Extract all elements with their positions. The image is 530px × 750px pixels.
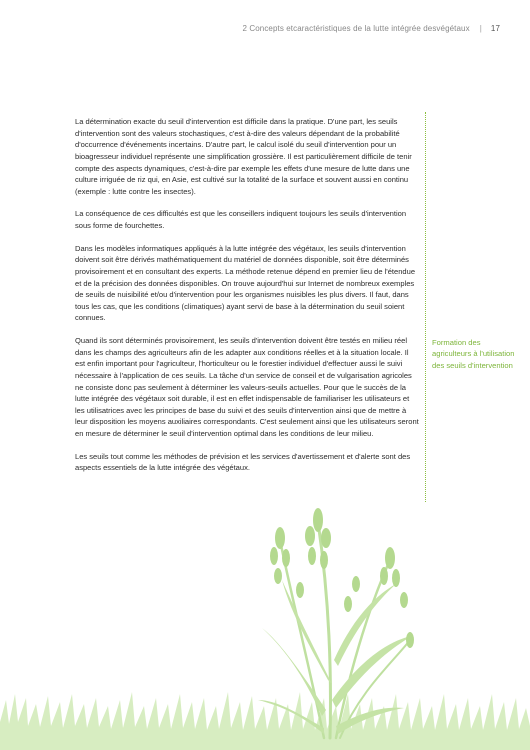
main-text [75, 116, 419, 485]
running-header [242, 24, 500, 33]
margin-note: Formation des agriculteurs à l'utilisation des seuils d'intervention [432, 338, 515, 370]
paragraph: Dans les modèles informatiques appliqués à la lutte intégrée des végétaux, les seuils d'intervention doivent soit être dérivés mathématiquement du matériel de données disponible, soit être déterminés provisoirement et en consultant des experts. La méthode retenue dépend en premier lieu de l'étendue et de la précision des données disponibles. On trouve aujourd'hui sur Internet de nombreux exemples de seuils de nuisibilité et/ou d'intervention pour les organismes nuisibles les plus divers. Il faut, dans tous les cas, que les conditions (climatiques) ayant servi de base à la détermination du seuil soient connues. [75, 243, 416, 323]
seed-panicles [270, 508, 414, 648]
page-number: 17 [490, 24, 500, 33]
margin-dotted-rule [425, 112, 426, 502]
paragraph: Quand ils sont déterminés provisoirement, les seuils d'intervention doivent être testés en milieu réel dans les champs des agriculteurs afin de les adapter aux conditions réelles et à la situation locale. Il est enfin important pour l'agriculteur, l'horticulteur ou le forestier individuel d'effectuer aussi le suivi nécessaire à l'application de ces seuils. La tâche d'un service de conseil et de vulgarisation agricoles ne consiste donc pas seulement à déterminer les valeurs-seuils actuelles. Pour que le succès de la lutte intégrée des végétaux soit durable, il est en effet indispensable de familiariser les utilisateurs et les utilisatrices avec les principes de base du suivi et des seuils d'intervention ainsi que de mettre à leur disposition les moyens auxiliaires correspondants. C'est seulement ainsi que les utilisateurs seront en mesure de déterminer le seuil d'intervention optimal dans les conditions de leur milieu. [75, 336, 419, 438]
chapter-title: 2 Concepts etcaractéristiques de la lutte intégrée desvégétaux [242, 24, 470, 33]
header-separator: | [479, 24, 482, 33]
paragraph: Les seuils tout comme les méthodes de prévision et les services d'avertissement et d'alerte sont des aspects essentiels de la lutte intégrée des végétaux. [75, 451, 411, 473]
paragraph: La conséquence de ces difficultés est que les conseillers indiquent toujours les seuils d'intervention sous forme de fourchettes. [75, 209, 407, 230]
paragraph: La détermination exacte du seuil d'intervention est difficile dans la pratique. D'une part, les seuils d'intervention sont des valeurs stochastiques, c'est à-dire des valeurs dépendant de la probabilité d'occurrence d'événements incertains. D'autre part, le calcul isolé du seuil d'intervention pour un bioagresseur individuel représente une simplification grossière. Il est particulièrement difficile de tenir compte des aspects dynamiques, c'est-à-dire par exemple les effets d'une mesure de lutte dans une culture irriguée de riz qui, en Asie, est cultivé sur la totalité de la surface et souvent aussi en continu (exemple : lutte contre les insectes). [75, 117, 412, 196]
millet-plant-illustration [0, 480, 530, 750]
